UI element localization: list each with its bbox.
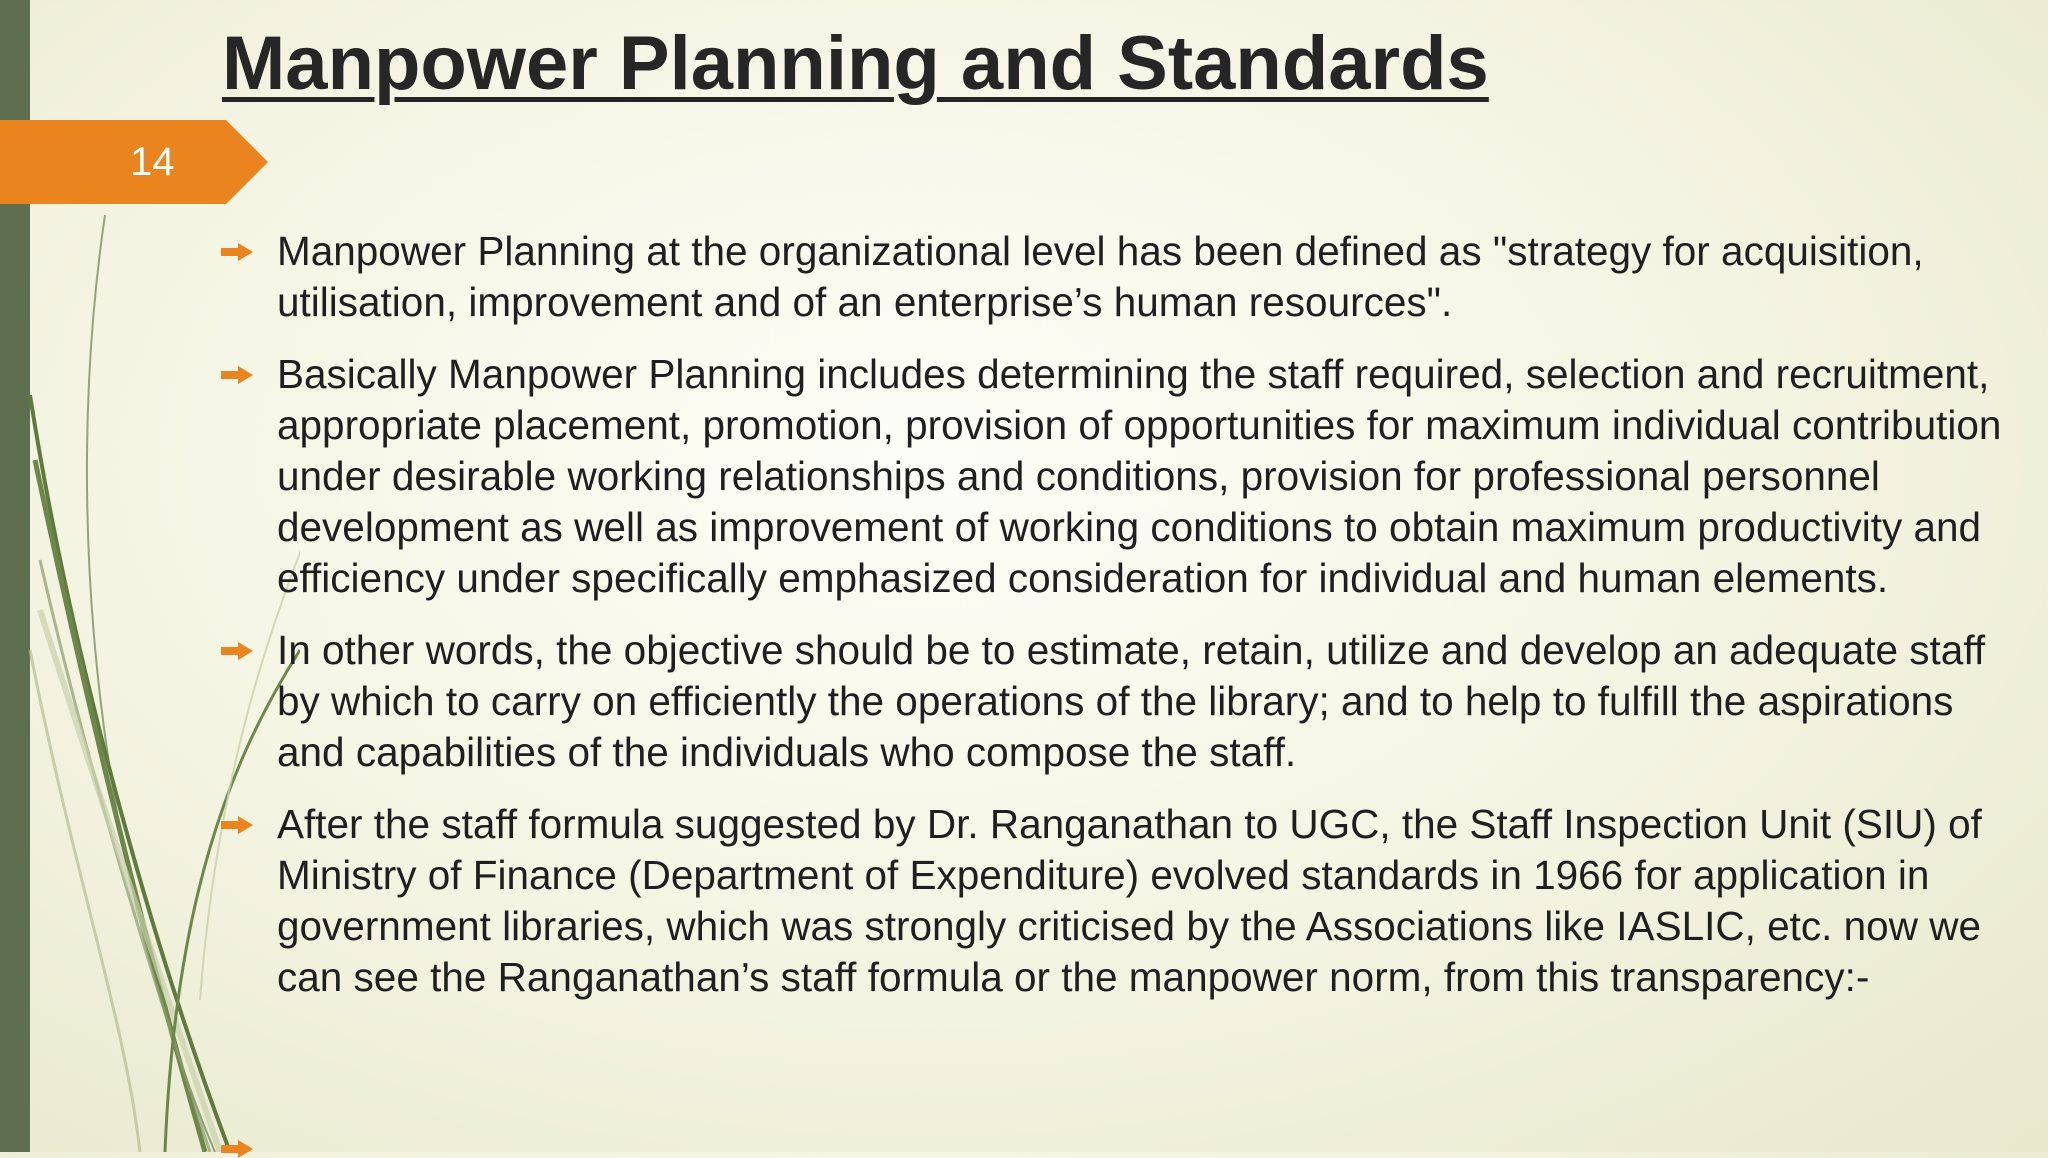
arrow-right-icon <box>221 642 253 660</box>
bullet-item <box>0 799 2048 1003</box>
arrow-right-icon <box>221 816 253 834</box>
bullet-item <box>0 625 2048 778</box>
arrow-right-icon <box>221 243 253 261</box>
page-title: Manpower Planning and Standards <box>222 21 1489 106</box>
bullet-text: Basically Manpower Planning includes determining the staff required, selection and recruitment, appropriate placement, promotion, provision of opportunities for maximum individual contribution under desirable working relationships and conditions, provision for professional personnel development as well as improvement of working conditions to obtain maximum productivity and efficiency under specifically emphasized consideration for individual and human elements. <box>277 351 2002 601</box>
bullet-item <box>0 349 2048 604</box>
arrow-right-icon <box>221 1140 253 1158</box>
page-number: 14 <box>130 140 175 184</box>
arrow-right-icon <box>221 366 253 384</box>
bullet-item <box>0 226 2048 328</box>
bullet-list <box>0 226 2048 1024</box>
bullet-text: After the staff formula suggested by Dr. Ranganathan to UGC, the Staff Inspection Unit (SIU) of Ministry of Finance (Department of Expenditure) evolved standards in 1966 for application in government libraries, which was strongly criticised by the Associations like IASLIC, etc. now we can see the Ranganathan’s staff formula or the manpower norm, from this transparency:- <box>277 801 1982 1000</box>
bullet-text: In other words, the objective should be to estimate, retain, utilize and develop an adequate staff by which to carry on efficiently the operations of the library; and to help to fulfill the aspirations and capabilities of the individuals who compose the staff. <box>277 627 1986 775</box>
bullet-text: Manpower Planning at the organizational level has been defined as "strategy for acquisition, utilisation, improvement and of an enterprise’s human resources". <box>277 228 1924 325</box>
